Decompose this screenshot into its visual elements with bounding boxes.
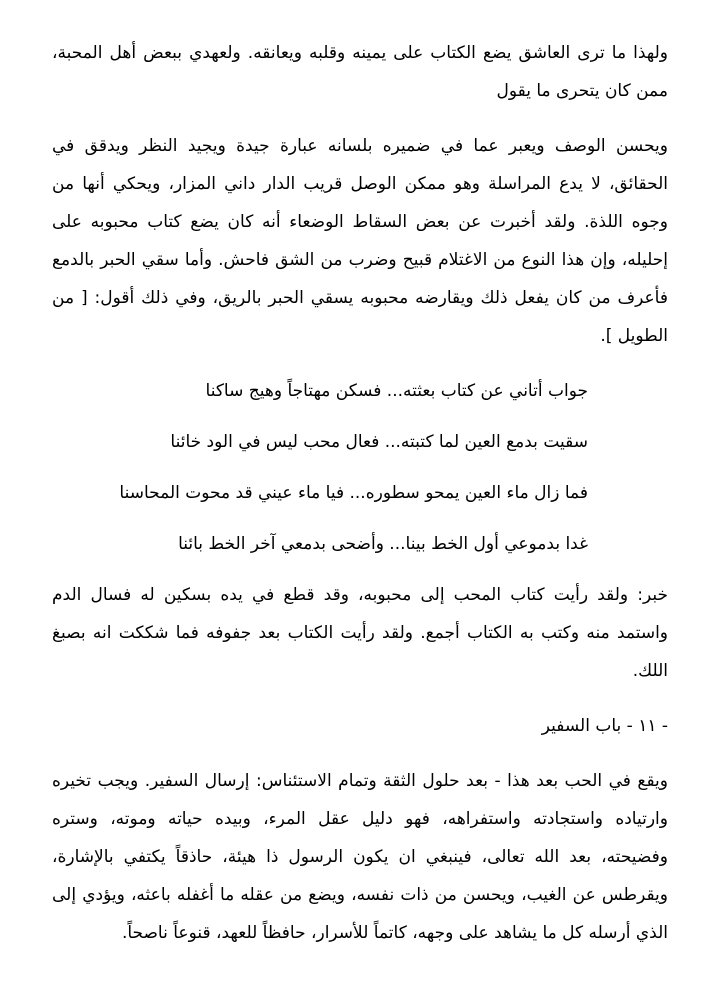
chapter-heading: - ١١ - باب السفير [541, 716, 668, 736]
verse-line-2: سقيت بدمع العين لما كتبته... فعال محب ليس في الود خائنا [170, 432, 588, 452]
paragraph-lover-book: ولهذا ما ترى العاشق يضع الكتاب على يمينه وقلبه ويعانقه. ولعهدي ببعض أهل المحبة، ممن كان يتحرى ما يقول [52, 43, 668, 101]
verse-line-4: غدا بدموعي أول الخط بينا... وأضحى بدمعي آخر الخط بائنا [178, 534, 588, 554]
paragraph-description-ink: ويحسن الوصف ويعبر عما في ضميره بلسانه عبارة جيدة ويجيد النظر ويدقق في الحقائق، لا يدع المراسلة وهو ممكن الوصل قريب الدار داني المزار، ويحكي أنها من وجوه اللذة. ولقد أخبرت عن بعض السقاط الوضعاء أنه كان يضع كتاب محبوبه على إحليله، وإن هذا النوع من الاغتلام قبيح وضرب من الشق فاحش. وأما سقي الحبر بالدمع فأعرف من كان يفعل ذلك ويقارضه محبوبه يسقي الحبر بالريق، وفي ذلك أقول: [ من الطويل ]. [52, 136, 668, 346]
paragraph-khabar-blood-letter: خبر: ولقد رأيت كتاب المحب إلى محبوبه، وقد قطع في يده بسكين له فسال الدم واستمد منه وكتب به الكتاب أجمع. ولقد رأيت الكتاب بعد جفوفه فما شككت انه بصبغ اللك. [52, 585, 668, 681]
paragraph-messenger: ويقع في الحب بعد هذا - بعد حلول الثقة وتمام الاستئناس: إرسال السفير. ويجب تخيره وارتياده واستجادته واستفراهه، فهو دليل عقل المرء، وبيده حياته وموته، وستره وفضيحته، بعد الله تعالى، فينبغي ان يكون الرسول ذا هيئة، حاذقاً يكتفي بالإشارة، ويقرطس عن الغيب، ويحسن من ذات نفسه، ويضع من عقله ما أغفله باعثه، ويؤدي إلى الذي أرسله كل ما يشاهد على وجهه، كاتماً للأسرار، حافظاً للعهد، قنوعاً ناصحاً. [52, 771, 668, 943]
verse-line-3: فما زال ماء العين يمحو سطوره... فيا ماء عيني قد محوت المحاسنا [119, 483, 588, 503]
verse-line-1: جواب أتاني عن كتاب بعثته... فسكن مهتاجاً وهيج ساكنا [205, 381, 588, 401]
